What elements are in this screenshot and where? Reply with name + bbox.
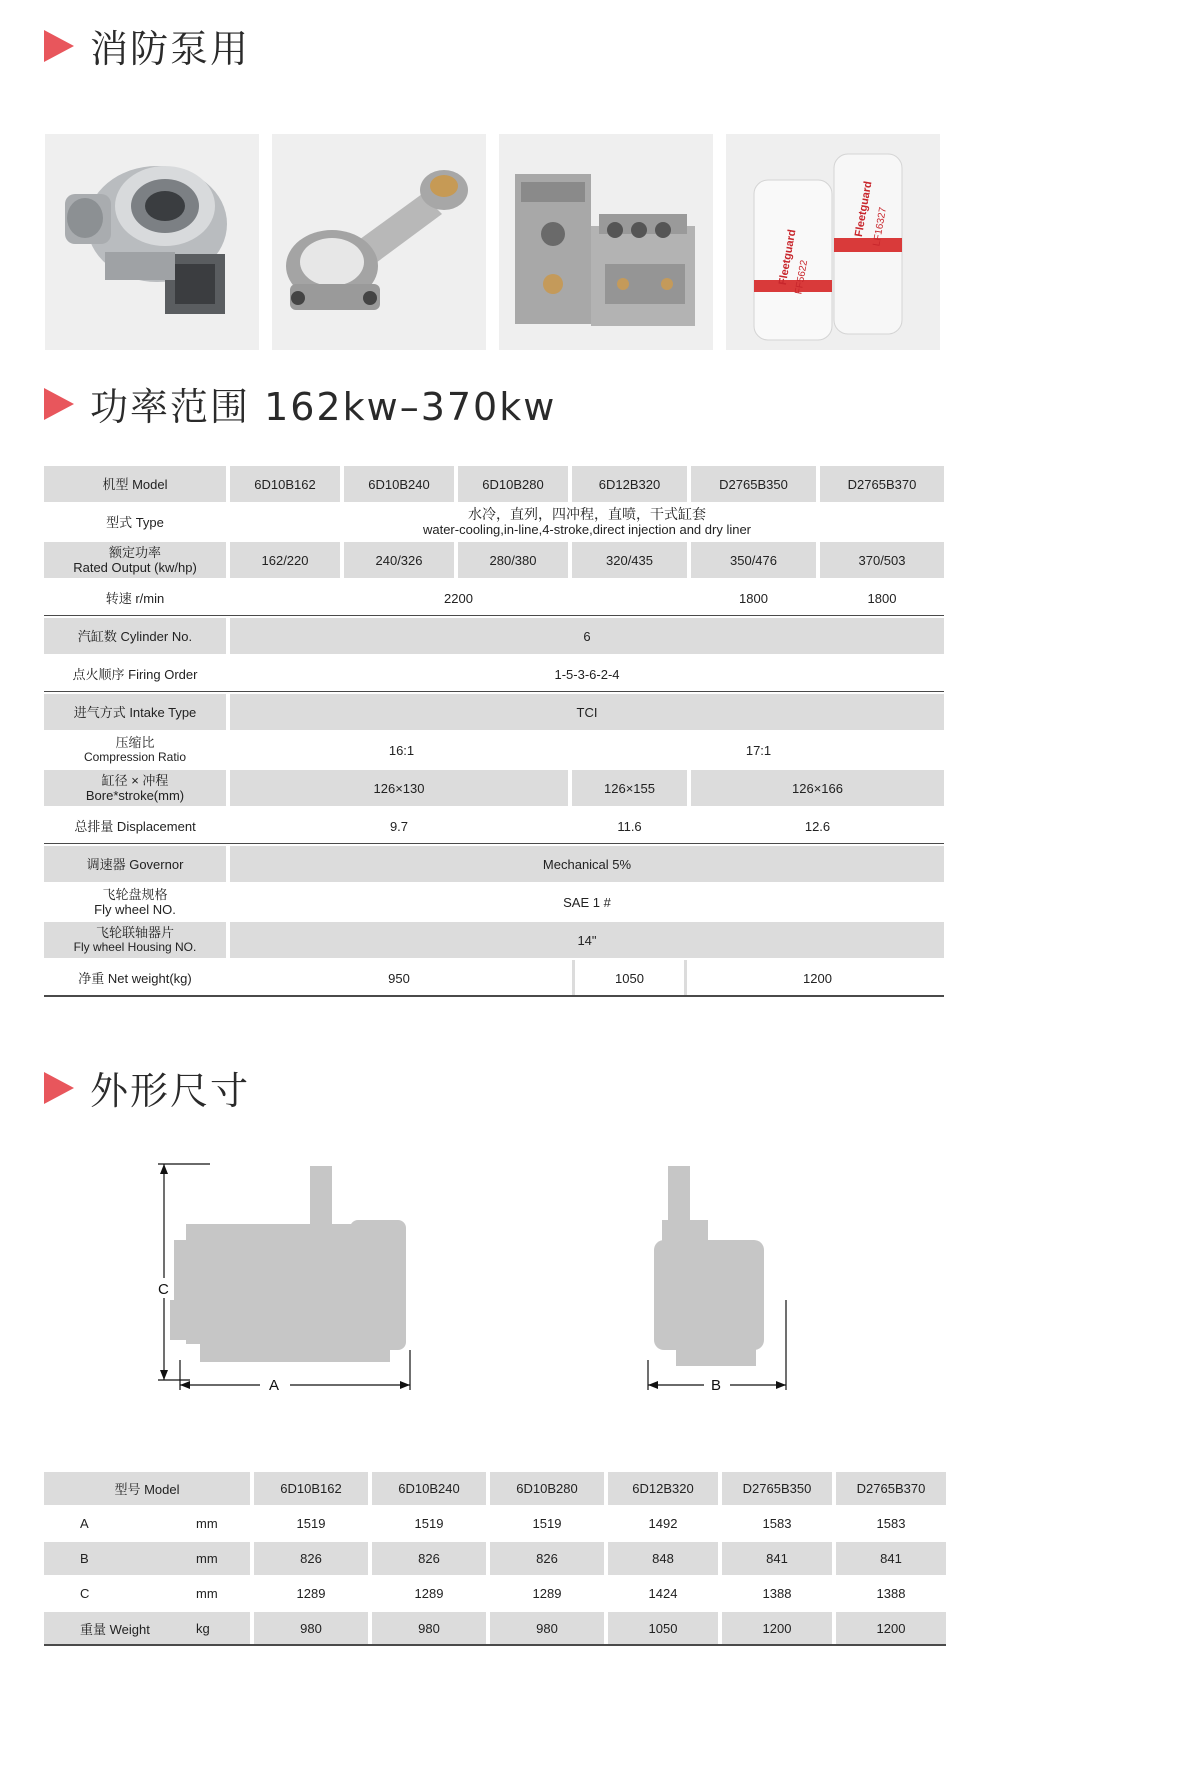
dimension-value-cell: 1388 [876, 1586, 906, 1601]
dimension-value-cell: 1492 [648, 1516, 678, 1531]
bore-cell: 126×166 [691, 770, 944, 806]
table-row [44, 616, 944, 654]
row-label [44, 770, 226, 806]
row-label: 型式 Type [106, 514, 164, 530]
dimension-value-cell: 980 [490, 1612, 604, 1645]
row-label: 净重 Net weight(kg) [78, 970, 192, 986]
row-label [44, 922, 226, 958]
table-row [44, 844, 944, 882]
dimension-value-cell: 826 [372, 1542, 486, 1575]
dimension-table [44, 1470, 946, 1645]
housing-cell: 14" [230, 922, 944, 958]
type-value-cn: 水冷，直列，四冲程，直喷，干式缸套 [468, 506, 706, 522]
dimension-value-cell: 1583 [762, 1516, 792, 1531]
speed-cell: 2200 [444, 590, 473, 606]
row-label-cn: 缸径 × 冲程 [101, 773, 169, 788]
row-label-cn: 压缩比 [115, 735, 155, 750]
dimension-value-cell: 980 [254, 1612, 368, 1645]
table-row [44, 1505, 946, 1540]
model-cell: 6D10B240 [344, 466, 454, 502]
dimension-label-a: A [269, 1377, 280, 1394]
row-label: 调速器 Governor [44, 846, 226, 882]
model-cell: D2765B350 [691, 466, 816, 502]
filter-brand-text: Fleetguard [776, 228, 799, 287]
speed-cell: 1800 [739, 590, 768, 606]
model-cell: 6D10B280 [458, 466, 568, 502]
output-cell: 280/380 [458, 542, 568, 578]
dimension-value-cell: 1200 [836, 1612, 946, 1645]
table-row [44, 654, 944, 692]
model-cell: D2765B370 [836, 1472, 946, 1505]
output-cell: 370/503 [820, 542, 944, 578]
compression-cell: 16:1 [388, 742, 415, 758]
triangle-bullet-icon [44, 1072, 74, 1104]
dimension-label-b: B [711, 1377, 722, 1394]
weight-cell: 1200 [803, 970, 832, 986]
fleetguard-filters-image [726, 134, 940, 350]
row-label-cn: 飞轮联轴器片 [95, 925, 174, 940]
filter-brand-text: Fleetguard [852, 180, 875, 238]
cylinder-cell: 6 [230, 618, 944, 654]
dimension-value-cell: 841 [722, 1542, 832, 1575]
table-row [44, 920, 944, 958]
dimension-value-cell: 826 [254, 1542, 368, 1575]
row-label: 总排量 Displacement [74, 818, 196, 834]
row-label: 进气方式 Intake Type [44, 694, 226, 730]
row-label: 汽缸数 Cylinder No. [44, 618, 226, 654]
filter-code-text: LF16327 [871, 206, 890, 248]
table-row [44, 958, 944, 996]
output-cell: 320/435 [572, 542, 687, 578]
bore-cell: 126×155 [572, 770, 687, 806]
type-value [230, 504, 944, 540]
dimension-value-cell: 980 [372, 1612, 486, 1645]
row-label-en: Fly wheel NO. [94, 902, 176, 917]
speed-cell: 1800 [867, 590, 897, 606]
output-cell: 350/476 [691, 542, 816, 578]
unit-label: mm [196, 1586, 218, 1601]
model-cell: 6D10B240 [372, 1472, 486, 1505]
table-row [44, 540, 944, 578]
table-row [44, 502, 944, 540]
table-rule [44, 1644, 946, 1646]
table-row [44, 692, 944, 730]
dimension-value-cell: 1050 [608, 1612, 718, 1645]
row-label: A [80, 1516, 89, 1531]
weight-cell: 1050 [572, 960, 687, 996]
model-cell: 6D12B320 [608, 1472, 718, 1505]
intake-cell: TCI [230, 694, 944, 730]
unit-label: kg [164, 1612, 250, 1645]
firing-cell: 1-5-3-6-2-4 [554, 666, 620, 682]
row-label [44, 884, 226, 920]
model-cell: 6D10B162 [230, 466, 340, 502]
turbocharger-image [45, 134, 259, 350]
row-label-en: Fly wheel Housing NO. [73, 940, 197, 954]
model-cell: 6D12B320 [572, 466, 687, 502]
dimension-value-cell: 848 [608, 1542, 718, 1575]
heading-text: 外形尺寸 [90, 1069, 251, 1113]
dimension-value-cell: 1388 [762, 1586, 792, 1601]
row-label-cn: 飞轮盘规格 [102, 887, 168, 902]
row-label [44, 542, 226, 578]
model-cell: D2765B350 [722, 1472, 832, 1505]
row-label: 转速 r/min [105, 590, 165, 606]
bore-cell: 126×130 [230, 770, 568, 806]
table-row [44, 1540, 946, 1575]
displacement-cell: 12.6 [804, 818, 831, 834]
governor-cell: Mechanical 5% [230, 846, 944, 882]
dimension-value-cell: 1519 [296, 1516, 326, 1531]
section-heading-power-range [44, 376, 556, 431]
filter-code-text: FF5622 [793, 259, 811, 296]
triangle-bullet-icon [44, 388, 74, 420]
triangle-bullet-icon [44, 30, 74, 62]
displacement-cell: 9.7 [389, 818, 409, 834]
row-label: 点火顺序 Firing Order [72, 666, 198, 682]
engine-front-view-diagram [640, 1160, 800, 1400]
row-label-en: Rated Output (kw/hp) [73, 560, 197, 575]
table-row [44, 578, 944, 616]
heading-text: 消防泵用 [90, 27, 251, 71]
unit-label: mm [196, 1516, 218, 1531]
table-row [44, 1575, 946, 1610]
product-photo-strip [45, 134, 945, 350]
dimension-label-c: C [158, 1281, 169, 1298]
type-value-en: water-cooling,in-line,4-stroke,direct injection and dry liner [422, 522, 752, 537]
dimension-value-cell: 1583 [876, 1516, 906, 1531]
compression-cell: 17:1 [745, 742, 772, 758]
table-rule [44, 995, 944, 997]
table-row [44, 464, 944, 502]
dimension-value-cell: 1200 [722, 1612, 832, 1645]
table-row [44, 768, 944, 806]
output-cell: 162/220 [230, 542, 340, 578]
displacement-cell: 11.6 [617, 818, 642, 834]
row-label: 机型 Model [44, 466, 226, 502]
row-label-en: Compression Ratio [83, 750, 187, 764]
section-heading-dimensions [44, 1060, 250, 1115]
table-row [44, 1610, 946, 1645]
row-label-en: Bore*stroke(mm) [85, 788, 185, 803]
connecting-rod-image [272, 134, 486, 350]
table-row [44, 882, 944, 920]
output-cell: 240/326 [344, 542, 454, 578]
cylinder-head-image [499, 134, 713, 350]
dimension-value-cell: 826 [490, 1542, 604, 1575]
table-row [44, 1470, 946, 1505]
model-cell: D2765B370 [820, 466, 944, 502]
dimension-value-cell: 1519 [532, 1516, 562, 1531]
heading-text: 功率范围 162kw–370kw [90, 385, 557, 429]
dimension-value-cell: 1519 [414, 1516, 444, 1531]
row-label [44, 732, 226, 768]
row-label: C [80, 1586, 90, 1601]
dimension-value-cell: 841 [836, 1542, 946, 1575]
model-cell: 6D10B162 [254, 1472, 368, 1505]
dimension-value-cell: 1289 [414, 1586, 444, 1601]
row-label: 重量 Weight [44, 1612, 164, 1645]
dimension-value-cell: 1289 [296, 1586, 326, 1601]
unit-label: mm [164, 1542, 250, 1575]
weight-cell: 950 [388, 970, 410, 986]
row-label: B [44, 1542, 164, 1575]
dimension-value-cell: 1289 [532, 1586, 562, 1601]
flywheel-cell: SAE 1 # [563, 894, 611, 910]
dimension-value-cell: 1424 [648, 1586, 678, 1601]
section-heading-fire-pump [44, 18, 250, 73]
table-row [44, 806, 944, 844]
table-row [44, 730, 944, 768]
spec-table [44, 464, 944, 996]
row-label: 型号 Model [44, 1472, 250, 1505]
row-label-cn: 额定功率 [108, 545, 161, 560]
model-cell: 6D10B280 [490, 1472, 604, 1505]
engine-side-view-diagram [150, 1160, 430, 1400]
